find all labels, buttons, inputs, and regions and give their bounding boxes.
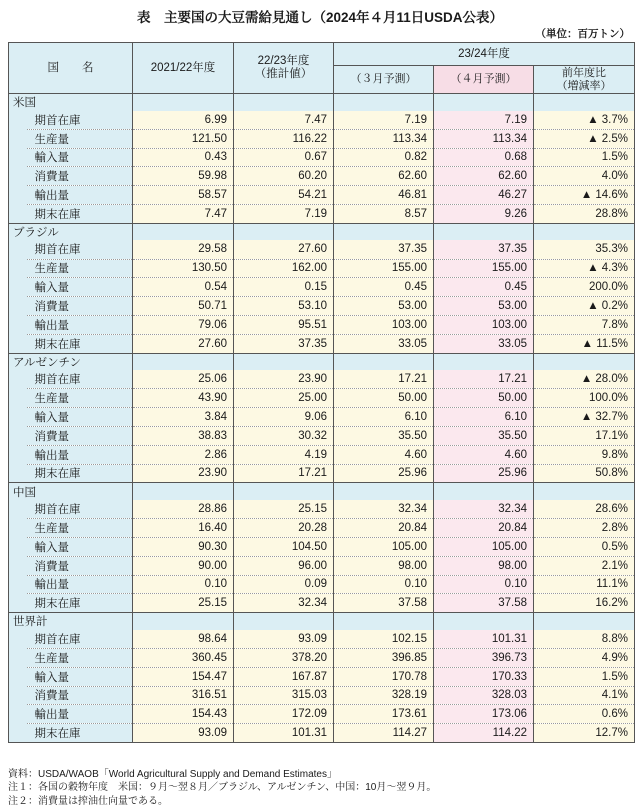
value-yoy: 1.5%: [534, 667, 635, 686]
value-2021-22: 16.40: [133, 519, 234, 538]
value-april: 4.60: [434, 445, 534, 464]
value-2022-23: 95.51: [234, 315, 334, 334]
value-yoy: 50.8%: [534, 464, 635, 483]
table-row: [9, 500, 635, 519]
value-yoy: ▲ 3.7%: [534, 111, 635, 130]
table-row: [9, 575, 635, 594]
value-2022-23: 20.28: [234, 519, 334, 538]
value-april: 33.05: [434, 334, 534, 353]
value-2021-22: 29.58: [133, 240, 234, 259]
item-name: 輸出量: [27, 315, 133, 334]
item-name: 期末在庫: [27, 334, 133, 353]
row-indent: [9, 630, 27, 649]
value-march: 0.10: [334, 575, 434, 594]
value-2021-22: 25.06: [133, 370, 234, 389]
value-april: 0.10: [434, 575, 534, 594]
item-name: 期末在庫: [27, 724, 133, 743]
row-indent: [9, 334, 27, 353]
footnotes: [8, 768, 436, 808]
table-row: [9, 129, 635, 148]
value-2022-23: 0.67: [234, 148, 334, 167]
value-yoy: 28.6%: [534, 500, 635, 519]
value-2022-23: 32.34: [234, 594, 334, 613]
item-name: 消費量: [27, 686, 133, 705]
item-name: 期末在庫: [27, 204, 133, 223]
value-yoy: ▲ 2.5%: [534, 129, 635, 148]
table-row: [9, 686, 635, 705]
item-name: 輸出量: [27, 575, 133, 594]
value-april: 105.00: [434, 537, 534, 556]
value-april: 25.96: [434, 464, 534, 483]
table-row: [9, 297, 635, 316]
header-country: 国 名: [9, 43, 133, 94]
value-2022-23: 4.19: [234, 445, 334, 464]
value-march: 4.60: [334, 445, 434, 464]
source-note: 資料：USDA/WAOB「World Agricultural Supply and Demand Estimates」: [8, 769, 337, 780]
item-name: 期首在庫: [27, 370, 133, 389]
item-name: 生産量: [27, 519, 133, 538]
value-yoy: 2.8%: [534, 519, 635, 538]
value-2021-22: 59.98: [133, 167, 234, 186]
value-yoy: 11.1%: [534, 575, 635, 594]
value-april: 7.19: [434, 111, 534, 130]
value-march: 103.00: [334, 315, 434, 334]
row-indent: [9, 204, 27, 223]
note-1: 注１：各国の穀物年度 米国：９月～翌８月／ブラジル、アルゼンチン、中国：10月～翌９月。: [8, 782, 437, 794]
value-yoy: 4.9%: [534, 648, 635, 667]
value-2021-22: 0.54: [133, 278, 234, 297]
value-2022-23: 60.20: [234, 167, 334, 186]
table-row: [9, 556, 635, 575]
value-march: 8.57: [334, 204, 434, 223]
item-name: 消費量: [27, 556, 133, 575]
table-row: [9, 167, 635, 186]
section-row-spacer: [234, 353, 334, 370]
value-april: 114.22: [434, 724, 534, 743]
item-name: 輸出量: [27, 445, 133, 464]
value-yoy: ▲ 0.2%: [534, 297, 635, 316]
value-march: 25.96: [334, 464, 434, 483]
value-2022-23: 104.50: [234, 537, 334, 556]
value-march: 102.15: [334, 630, 434, 649]
value-april: 37.35: [434, 240, 534, 259]
header-2023-24: 23/24年度: [334, 43, 635, 66]
header-2021-22: 2021/22年度: [133, 43, 234, 94]
value-yoy: 7.8%: [534, 315, 635, 334]
value-2021-22: 27.60: [133, 334, 234, 353]
value-march: 396.85: [334, 648, 434, 667]
table-row: [9, 426, 635, 445]
row-indent: [9, 594, 27, 613]
table-row: [9, 278, 635, 297]
section-row-spacer: [234, 613, 334, 630]
value-yoy: 200.0%: [534, 278, 635, 297]
item-name: 生産量: [27, 129, 133, 148]
value-april: 98.00: [434, 556, 534, 575]
value-april: 37.58: [434, 594, 534, 613]
value-yoy: 4.1%: [534, 686, 635, 705]
unit-label: （単位：百万トン）: [535, 28, 630, 40]
section-row-spacer: [133, 353, 234, 370]
item-name: 期首在庫: [27, 500, 133, 519]
row-indent: [9, 389, 27, 408]
table-row: [9, 111, 635, 130]
value-april: 50.00: [434, 389, 534, 408]
value-yoy: 9.8%: [534, 445, 635, 464]
section-row-spacer: [534, 483, 635, 500]
section-row-spacer: [334, 94, 434, 111]
value-2022-23: 7.19: [234, 204, 334, 223]
row-indent: [9, 724, 27, 743]
value-march: 170.78: [334, 667, 434, 686]
value-april: 396.73: [434, 648, 534, 667]
section-row-spacer: [434, 223, 534, 240]
value-april: 62.60: [434, 167, 534, 186]
table-row: [9, 240, 635, 259]
value-2021-22: 90.30: [133, 537, 234, 556]
value-2022-23: 315.03: [234, 686, 334, 705]
header-2022-23: [234, 43, 334, 94]
header-2022-23-note: （推計値）: [254, 68, 313, 80]
value-2022-23: 23.90: [234, 370, 334, 389]
header-yoy: [534, 66, 635, 94]
header-yoy-label: 前年度比: [562, 66, 606, 79]
value-2022-23: 96.00: [234, 556, 334, 575]
value-2022-23: 172.09: [234, 705, 334, 724]
table-row: [9, 334, 635, 353]
section-row-spacer: [133, 223, 234, 240]
value-march: 7.19: [334, 111, 434, 130]
item-name: 輸出量: [27, 186, 133, 205]
value-2021-22: 25.15: [133, 594, 234, 613]
value-2022-23: 116.22: [234, 129, 334, 148]
value-2021-22: 98.64: [133, 630, 234, 649]
value-yoy: 17.1%: [534, 426, 635, 445]
value-march: 113.34: [334, 129, 434, 148]
row-indent: [9, 315, 27, 334]
value-april: 20.84: [434, 519, 534, 538]
value-2021-22: 28.86: [133, 500, 234, 519]
value-2022-23: 101.31: [234, 724, 334, 743]
value-march: 105.00: [334, 537, 434, 556]
page-title: 表 主要国の大豆需給見通し（2024年４月11日USDA公表）: [136, 10, 504, 25]
value-april: 17.21: [434, 370, 534, 389]
value-march: 114.27: [334, 724, 434, 743]
table-row: [9, 445, 635, 464]
value-2022-23: 378.20: [234, 648, 334, 667]
row-indent: [9, 240, 27, 259]
table-row: [9, 148, 635, 167]
value-yoy: 0.6%: [534, 705, 635, 724]
section-row-spacer: [534, 353, 635, 370]
value-2021-22: 79.06: [133, 315, 234, 334]
row-indent: [9, 464, 27, 483]
value-2021-22: 3.84: [133, 408, 234, 427]
section-row-spacer: [434, 353, 534, 370]
value-march: 173.61: [334, 705, 434, 724]
value-2022-23: 54.21: [234, 186, 334, 205]
value-2021-22: 154.43: [133, 705, 234, 724]
section-row: [9, 353, 635, 370]
value-2022-23: 167.87: [234, 667, 334, 686]
section-name: アルゼンチン: [9, 353, 133, 370]
value-2022-23: 37.35: [234, 334, 334, 353]
value-2022-23: 93.09: [234, 630, 334, 649]
value-2022-23: 0.09: [234, 575, 334, 594]
value-march: 46.81: [334, 186, 434, 205]
row-indent: [9, 129, 27, 148]
value-april: 103.00: [434, 315, 534, 334]
value-yoy: 2.1%: [534, 556, 635, 575]
value-yoy: 1.5%: [534, 148, 635, 167]
note-2: 注２：消費量は搾油仕向量である。: [8, 795, 168, 807]
row-indent: [9, 370, 27, 389]
header-2022-23-year: 22/23年度: [257, 55, 310, 67]
item-name: 輸出量: [27, 705, 133, 724]
row-indent: [9, 648, 27, 667]
value-2021-22: 43.90: [133, 389, 234, 408]
value-2021-22: 38.83: [133, 426, 234, 445]
section-row: [9, 94, 635, 111]
section-row-spacer: [434, 613, 534, 630]
row-indent: [9, 537, 27, 556]
table-row: [9, 370, 635, 389]
value-april: 0.45: [434, 278, 534, 297]
value-2021-22: 121.50: [133, 129, 234, 148]
row-indent: [9, 426, 27, 445]
value-yoy: ▲ 14.6%: [534, 186, 635, 205]
item-name: 期末在庫: [27, 464, 133, 483]
value-april: 155.00: [434, 259, 534, 278]
section-name: 世界計: [9, 613, 133, 630]
value-2021-22: 93.09: [133, 724, 234, 743]
value-2021-22: 154.47: [133, 667, 234, 686]
header-march-forecast: （３月予測）: [334, 66, 434, 94]
value-2022-23: 27.60: [234, 240, 334, 259]
value-2022-23: 0.15: [234, 278, 334, 297]
value-march: 155.00: [334, 259, 434, 278]
section-row: [9, 613, 635, 630]
row-indent: [9, 259, 27, 278]
section-row-spacer: [334, 483, 434, 500]
value-march: 328.19: [334, 686, 434, 705]
row-indent: [9, 500, 27, 519]
section-row-spacer: [534, 94, 635, 111]
row-indent: [9, 556, 27, 575]
value-march: 17.21: [334, 370, 434, 389]
header-april-forecast: （４月予測）: [434, 66, 534, 94]
value-2021-22: 6.99: [133, 111, 234, 130]
value-march: 53.00: [334, 297, 434, 316]
value-march: 98.00: [334, 556, 434, 575]
value-march: 6.10: [334, 408, 434, 427]
value-april: 32.34: [434, 500, 534, 519]
table-row: [9, 594, 635, 613]
value-march: 0.82: [334, 148, 434, 167]
item-name: 消費量: [27, 297, 133, 316]
section-row-spacer: [534, 223, 635, 240]
section-row-spacer: [434, 94, 534, 111]
section-row-spacer: [534, 613, 635, 630]
value-march: 50.00: [334, 389, 434, 408]
value-april: 113.34: [434, 129, 534, 148]
value-2021-22: 58.57: [133, 186, 234, 205]
value-yoy: 0.5%: [534, 537, 635, 556]
value-march: 33.05: [334, 334, 434, 353]
value-april: 170.33: [434, 667, 534, 686]
item-name: 期末在庫: [27, 594, 133, 613]
value-march: 37.35: [334, 240, 434, 259]
value-april: 101.31: [434, 630, 534, 649]
table-body: [9, 94, 635, 743]
row-indent: [9, 667, 27, 686]
row-indent: [9, 297, 27, 316]
value-2021-22: 130.50: [133, 259, 234, 278]
table-row: [9, 408, 635, 427]
value-march: 32.34: [334, 500, 434, 519]
item-name: 消費量: [27, 426, 133, 445]
value-march: 37.58: [334, 594, 434, 613]
row-indent: [9, 111, 27, 130]
item-name: 生産量: [27, 259, 133, 278]
table-row: [9, 724, 635, 743]
row-indent: [9, 408, 27, 427]
value-yoy: 8.8%: [534, 630, 635, 649]
row-indent: [9, 705, 27, 724]
value-2022-23: 17.21: [234, 464, 334, 483]
item-name: 期首在庫: [27, 630, 133, 649]
value-april: 328.03: [434, 686, 534, 705]
section-row-spacer: [234, 94, 334, 111]
value-2021-22: 90.00: [133, 556, 234, 575]
table-row: [9, 648, 635, 667]
value-april: 53.00: [434, 297, 534, 316]
section-row-spacer: [133, 483, 234, 500]
value-2021-22: 0.43: [133, 148, 234, 167]
value-2021-22: 7.47: [133, 204, 234, 223]
value-yoy: 100.0%: [534, 389, 635, 408]
value-yoy: 12.7%: [534, 724, 635, 743]
value-april: 173.06: [434, 705, 534, 724]
value-april: 0.68: [434, 148, 534, 167]
row-indent: [9, 167, 27, 186]
value-2021-22: 50.71: [133, 297, 234, 316]
value-2022-23: 30.32: [234, 426, 334, 445]
section-row-spacer: [234, 223, 334, 240]
item-name: 期首在庫: [27, 111, 133, 130]
section-row-spacer: [334, 223, 434, 240]
value-2022-23: 7.47: [234, 111, 334, 130]
section-row: [9, 483, 635, 500]
value-april: 35.50: [434, 426, 534, 445]
value-2022-23: 9.06: [234, 408, 334, 427]
table-row: [9, 315, 635, 334]
table-row: [9, 204, 635, 223]
value-yoy: 28.8%: [534, 204, 635, 223]
row-indent: [9, 445, 27, 464]
value-march: 35.50: [334, 426, 434, 445]
item-name: 消費量: [27, 167, 133, 186]
item-name: 期首在庫: [27, 240, 133, 259]
section-row-spacer: [334, 353, 434, 370]
row-indent: [9, 278, 27, 297]
value-april: 46.27: [434, 186, 534, 205]
table-row: [9, 186, 635, 205]
item-name: 輸入量: [27, 278, 133, 297]
table-row: [9, 259, 635, 278]
item-name: 輸入量: [27, 667, 133, 686]
value-2021-22: 316.51: [133, 686, 234, 705]
value-march: 0.45: [334, 278, 434, 297]
section-name: 中国: [9, 483, 133, 500]
section-row: [9, 223, 635, 240]
table-row: [9, 537, 635, 556]
item-name: 生産量: [27, 389, 133, 408]
section-row-spacer: [234, 483, 334, 500]
table-row: [9, 667, 635, 686]
section-row-spacer: [334, 613, 434, 630]
value-april: 6.10: [434, 408, 534, 427]
value-2022-23: 25.00: [234, 389, 334, 408]
value-2021-22: 360.45: [133, 648, 234, 667]
value-yoy: 16.2%: [534, 594, 635, 613]
item-name: 輸入量: [27, 148, 133, 167]
value-yoy: ▲ 4.3%: [534, 259, 635, 278]
table-row: [9, 705, 635, 724]
section-name: ブラジル: [9, 223, 133, 240]
value-march: 20.84: [334, 519, 434, 538]
row-indent: [9, 686, 27, 705]
section-row-spacer: [434, 483, 534, 500]
value-april: 9.26: [434, 204, 534, 223]
row-indent: [9, 575, 27, 594]
value-yoy: ▲ 28.0%: [534, 370, 635, 389]
supply-demand-table: [8, 42, 635, 743]
section-name: 米国: [9, 94, 133, 111]
table-row: [9, 464, 635, 483]
value-2021-22: 23.90: [133, 464, 234, 483]
value-yoy: 4.0%: [534, 167, 635, 186]
value-yoy: ▲ 11.5%: [534, 334, 635, 353]
value-2022-23: 53.10: [234, 297, 334, 316]
table-row: [9, 389, 635, 408]
row-indent: [9, 519, 27, 538]
value-2022-23: 162.00: [234, 259, 334, 278]
table-row: [9, 519, 635, 538]
section-row-spacer: [133, 613, 234, 630]
table-row: [9, 630, 635, 649]
item-name: 輸入量: [27, 408, 133, 427]
header-yoy-note: （増減率）: [556, 79, 612, 92]
row-indent: [9, 186, 27, 205]
value-march: 62.60: [334, 167, 434, 186]
value-yoy: 35.3%: [534, 240, 635, 259]
value-2021-22: 0.10: [133, 575, 234, 594]
value-2021-22: 2.86: [133, 445, 234, 464]
item-name: 生産量: [27, 648, 133, 667]
item-name: 輸入量: [27, 537, 133, 556]
value-yoy: ▲ 32.7%: [534, 408, 635, 427]
section-row-spacer: [133, 94, 234, 111]
row-indent: [9, 148, 27, 167]
value-2022-23: 25.15: [234, 500, 334, 519]
